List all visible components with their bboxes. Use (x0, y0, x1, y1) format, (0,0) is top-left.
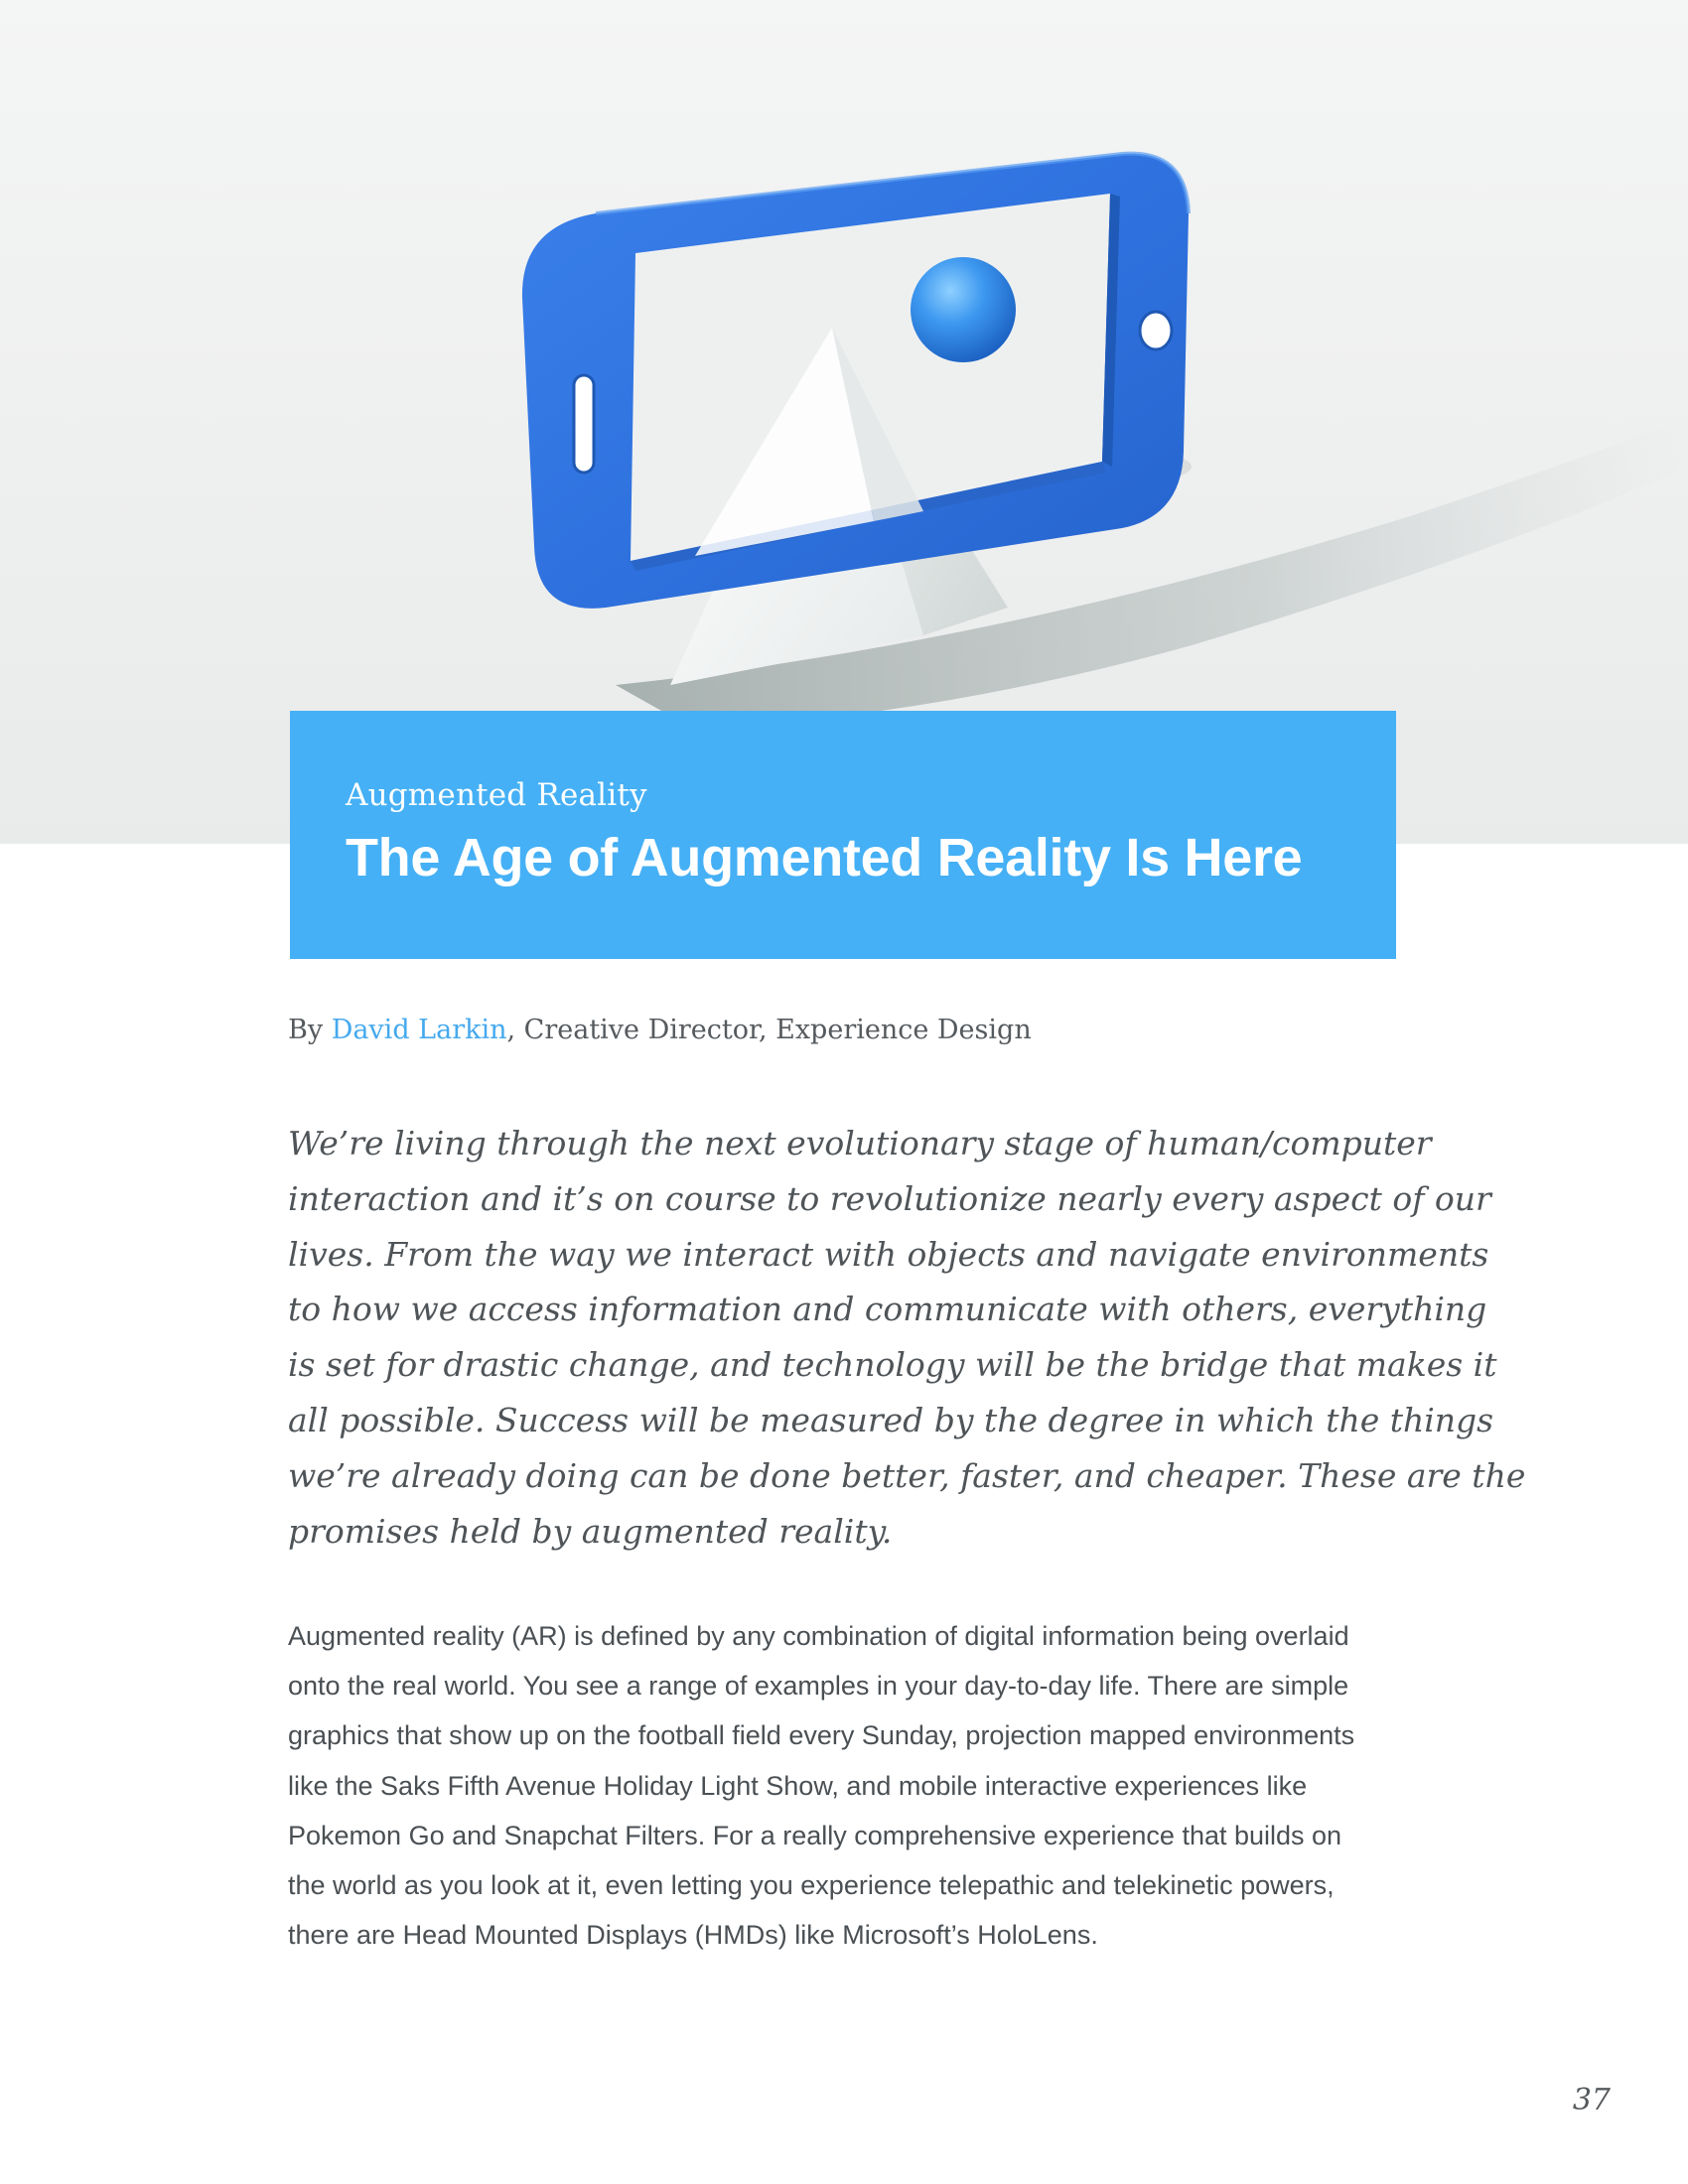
lede-line: We’re living through the next evolutionary stage of human/computer (288, 1124, 1432, 1162)
body-line: onto the real world. You see a range of examples in your day-to-day life. There are simple (288, 1671, 1349, 1702)
lede-line: promises held by augmented reality. (288, 1511, 893, 1551)
lede-line: all possible. Success will be measured by the degree in which the things (288, 1400, 1494, 1439)
body-line: like the Saks Fifth Avenue Holiday Light Show, and mobile interactive experiences like (288, 1770, 1308, 1801)
title-banner (290, 711, 1396, 959)
lede-line: to how we access information and communicate with others, everything (288, 1290, 1487, 1329)
page-title: The Age of Augmented Reality Is Here (346, 828, 1303, 887)
lede-paragraph (288, 1116, 1526, 1559)
section-kicker: Augmented Reality (346, 777, 647, 813)
lede-line: we’re already doing can be done better, faster, and cheaper. These are the (288, 1455, 1526, 1495)
lede-line: interaction and it’s on course to revolutionize nearly every aspect of our (288, 1178, 1491, 1218)
body-line: there are Head Mounted Displays (HMDs) like Microsoft’s HoloLens. (288, 1920, 1098, 1951)
body-line: the world as you look at it, even letting you experience telepathic and telekinetic powers, (288, 1870, 1335, 1901)
body-line: graphics that show up on the football field every Sunday, projection mapped environments (288, 1720, 1355, 1751)
byline (288, 1015, 1032, 1045)
page-number: 37 (1572, 2083, 1611, 2117)
lede-line: lives. From the way we interact with objects and navigate environments (288, 1234, 1489, 1274)
body-line: Augmented reality (AR) is defined by any combination of digital information being overlaid (288, 1621, 1349, 1651)
byline-prefix: By (288, 1015, 332, 1045)
byline-suffix: , Creative Director, Experience Design (506, 1015, 1032, 1045)
body-line: Pokemon Go and Snapchat Filters. For a really comprehensive experience that builds on (288, 1820, 1342, 1850)
body-paragraph (288, 1611, 1410, 1960)
author-link[interactable]: David Larkin (331, 1015, 507, 1045)
lede-line: is set for drastic change, and technology will be the bridge that makes it (288, 1345, 1497, 1385)
